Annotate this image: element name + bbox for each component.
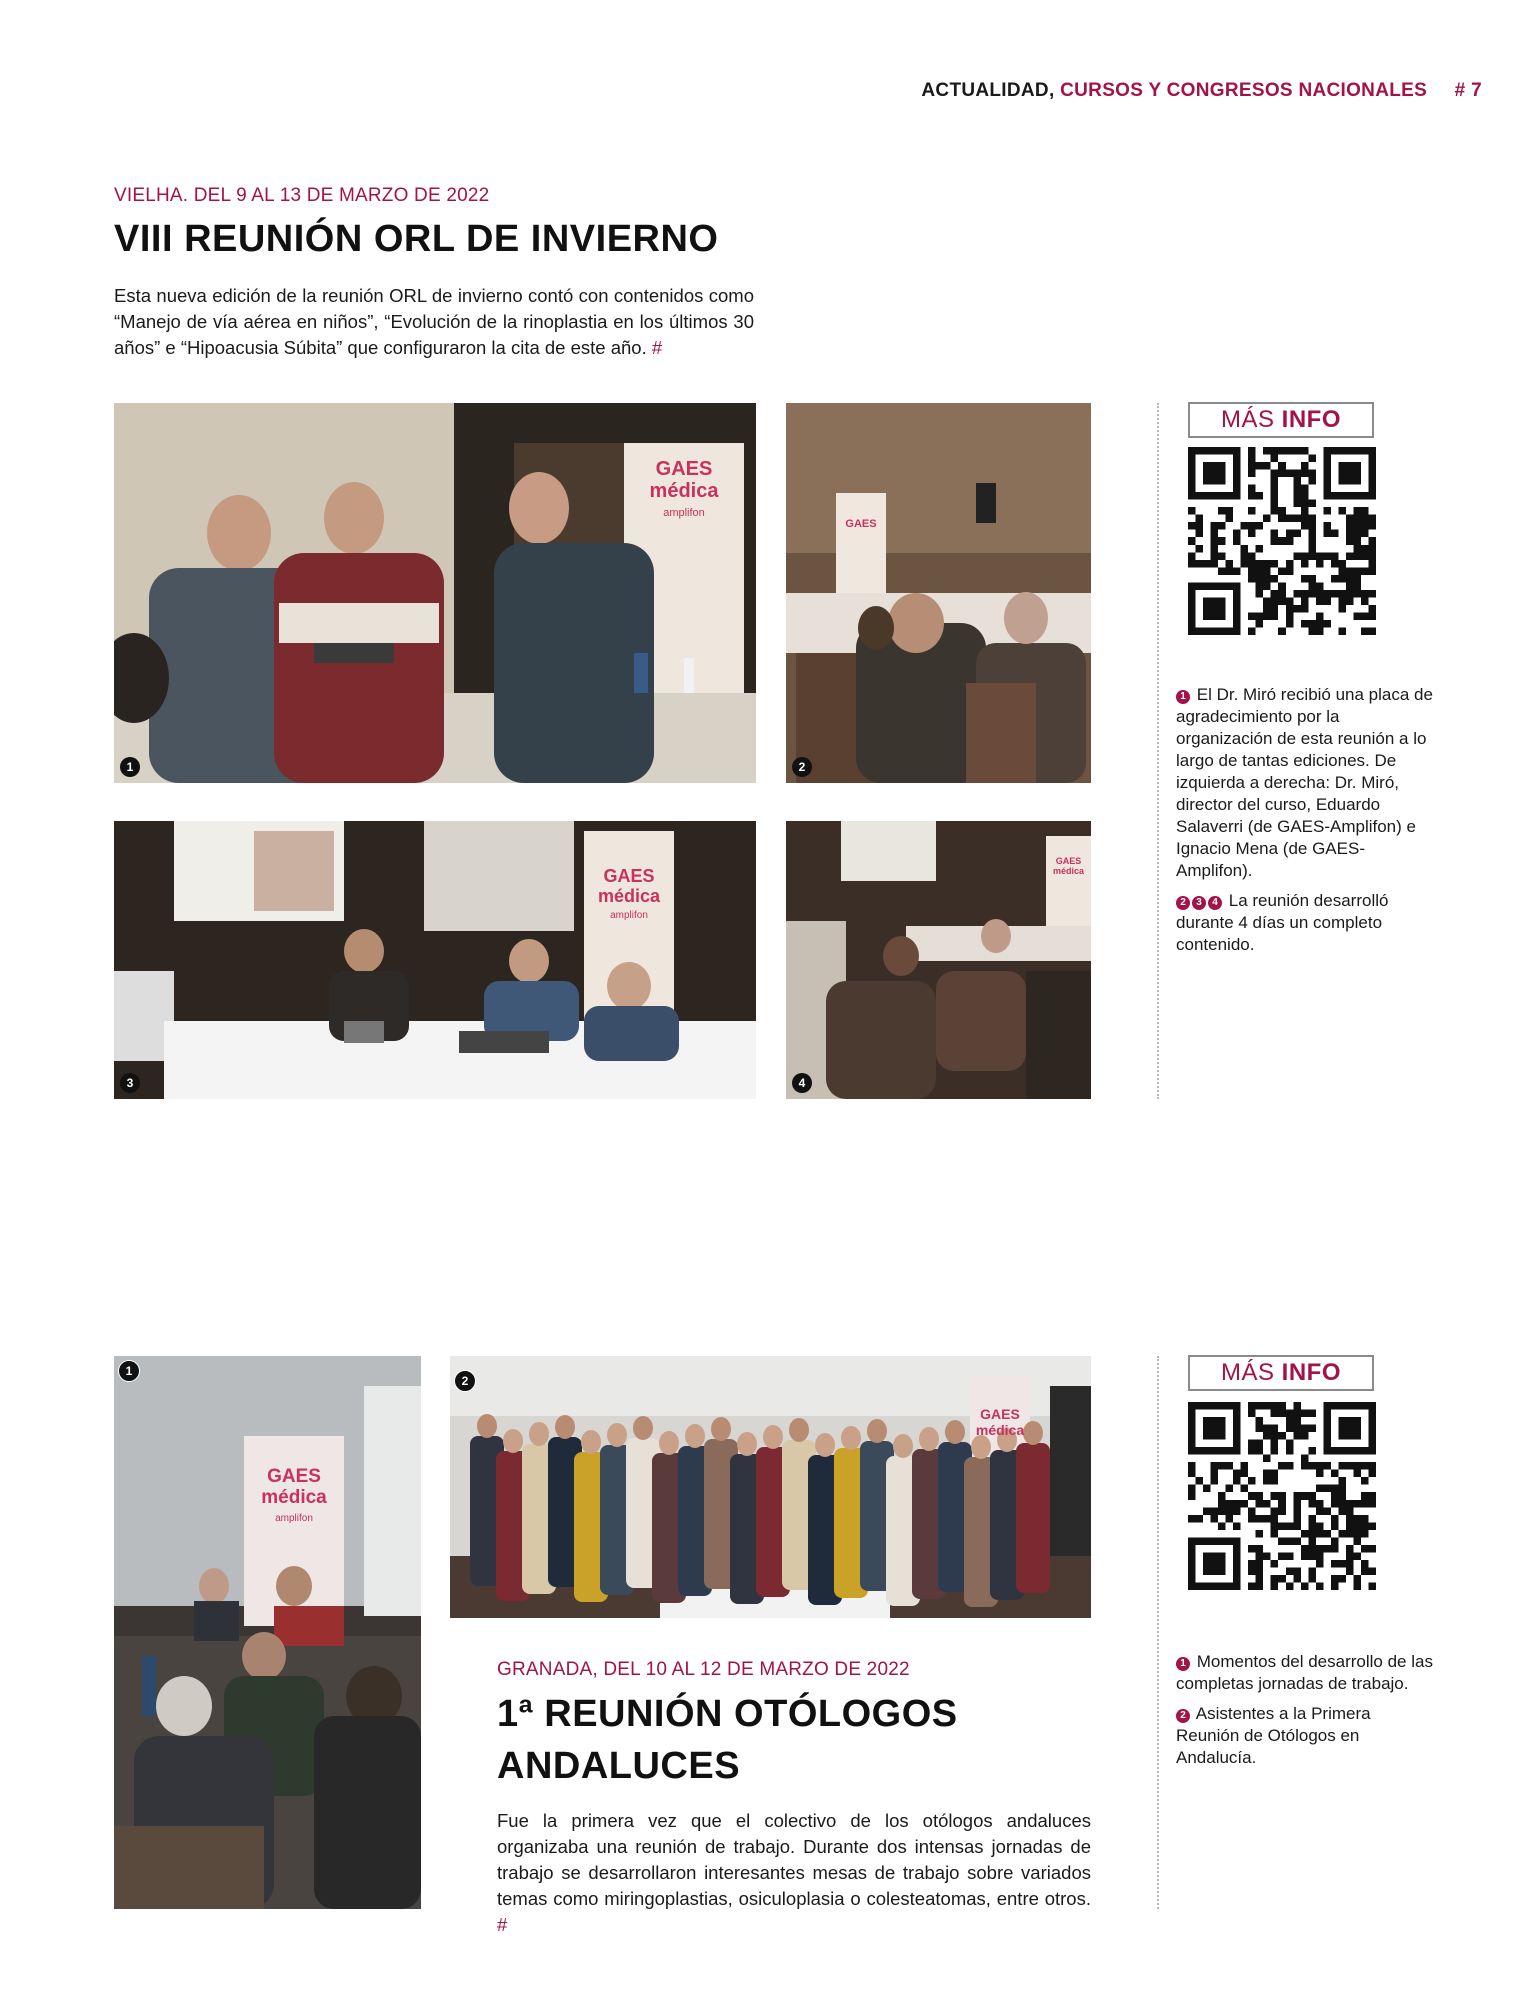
qr-code[interactable] xyxy=(1188,1402,1376,1590)
mas-info-label-normal: MÁS xyxy=(1220,406,1275,433)
caption-1-text: Momentos del desarrollo de las completas jornadas de trabajo. xyxy=(1176,1652,1433,1693)
mas-info-label-bold: INFO xyxy=(1281,406,1341,433)
caption-marker: 1 xyxy=(1176,690,1190,704)
mas-info-label-normal: MÁS xyxy=(1220,1359,1275,1386)
article2-body xyxy=(497,1808,1091,1938)
article2-captions xyxy=(1176,1651,1436,1777)
photo-number-badge: 4 xyxy=(792,1073,812,1093)
header-section-accent: CURSOS Y CONGRESOS NACIONALES xyxy=(1060,80,1428,101)
article1-body xyxy=(114,283,754,361)
photo-banner-brand: GAES médica xyxy=(261,1466,327,1508)
mas-info-label-bold: INFO xyxy=(1281,1359,1341,1386)
caption-1 xyxy=(1176,684,1436,882)
photo-number-badge: 3 xyxy=(120,1073,140,1093)
caption-marker: 4 xyxy=(1208,896,1222,910)
photo-banner-brand: GAES médica xyxy=(975,1406,1025,1438)
article2-photo-2 xyxy=(450,1356,1091,1618)
photo-banner-sub: amplifon xyxy=(610,910,648,921)
caption-2-text: Asistentes a la Primera Reunión de Otólogos en Andalucía. xyxy=(1176,1704,1371,1767)
photo-banner xyxy=(244,1466,344,1529)
article1-body-text: Esta nueva edición de la reunión ORL de invierno contó con contenidos como “Manejo de vía aérea en niños”, “Evolución de la rinoplastia en los últimos 30 años” e “Hipoacusia Súbita” que configuraron la cita de este año. xyxy=(114,285,754,358)
caption-marker: 2 xyxy=(1176,896,1190,910)
photo-banner-sub: amplifon xyxy=(275,1513,313,1524)
caption-marker: 3 xyxy=(1192,896,1206,910)
photo-banner-brand: GAES xyxy=(845,518,877,530)
article1-photo-4 xyxy=(786,821,1091,1099)
photo-number-badge: 2 xyxy=(792,757,812,777)
sidebar-divider xyxy=(1157,1356,1159,1909)
qr-code[interactable] xyxy=(1188,447,1376,635)
photo-banner xyxy=(584,866,674,926)
photo-banner-brand: GAES médica xyxy=(1052,856,1085,876)
header-section: ACTUALIDAD, xyxy=(921,80,1055,101)
page-number: # 7 xyxy=(1454,80,1482,101)
caption-2 xyxy=(1176,890,1436,956)
caption-marker: 1 xyxy=(1176,1657,1190,1671)
article1-kicker: VIELHA. DEL 9 AL 13 DE MARZO DE 2022 xyxy=(114,185,490,206)
article2-title-line-1: 1ª REUNIÓN OTÓLOGOS xyxy=(497,1693,958,1735)
article1-photo-3 xyxy=(114,821,756,1099)
photo-number-badge: 1 xyxy=(118,1360,140,1382)
sidebar-divider xyxy=(1157,403,1159,1099)
article1-end-mark: # xyxy=(651,337,663,358)
photo-banner-sub: amplifon xyxy=(663,507,705,519)
photo-banner-brand: GAES médica xyxy=(597,866,661,906)
photo-banner xyxy=(634,458,734,524)
article1-captions xyxy=(1176,684,1436,964)
article1-photo-1 xyxy=(114,403,756,783)
article2-title xyxy=(497,1688,958,1792)
photo-banner-brand: GAES médica xyxy=(649,458,719,502)
caption-1-text: El Dr. Miró recibió una placa de agradecimiento por la organización de esta reunión a lo largo de tantas ediciones. De izquierda a derecha: Dr. Miró, director del curso, Eduardo Salaverri (de GAES-Amplifon) e Ignacio Mena (de GAES-Amplifon). xyxy=(1176,685,1433,880)
running-header xyxy=(921,80,1482,102)
article1-title: VIII REUNIÓN ORL DE INVIERNO xyxy=(114,218,719,260)
caption-2-text: La reunión desarrolló durante 4 días un completo contenido. xyxy=(1176,891,1389,954)
mas-info-label xyxy=(1188,1355,1374,1391)
article2-body-text: Fue la primera vez que el colectivo de los otólogos andaluces organizaba una reunión de trabajo. Durante dos intensas jornadas de trabajo se desarrollaron interesantes mesas de trabajo sobre variados temas como miringoplastias, osiculoplasia o colesteatomas, entre otros. xyxy=(497,1810,1091,1909)
article2-kicker: GRANADA, DEL 10 AL 12 DE MARZO DE 2022 xyxy=(497,1659,910,1680)
photo-number-badge: 1 xyxy=(120,757,140,777)
caption-marker: 2 xyxy=(1176,1709,1190,1723)
article1-photo-2 xyxy=(786,403,1091,783)
article2-photo-1 xyxy=(114,1356,421,1909)
caption-1 xyxy=(1176,1651,1436,1695)
mas-info-label xyxy=(1188,402,1374,438)
photo-number-badge: 2 xyxy=(454,1370,476,1392)
article2-end-mark: # xyxy=(497,1914,508,1935)
article2-title-line-2: ANDALUCES xyxy=(497,1745,741,1787)
caption-2 xyxy=(1176,1703,1436,1769)
